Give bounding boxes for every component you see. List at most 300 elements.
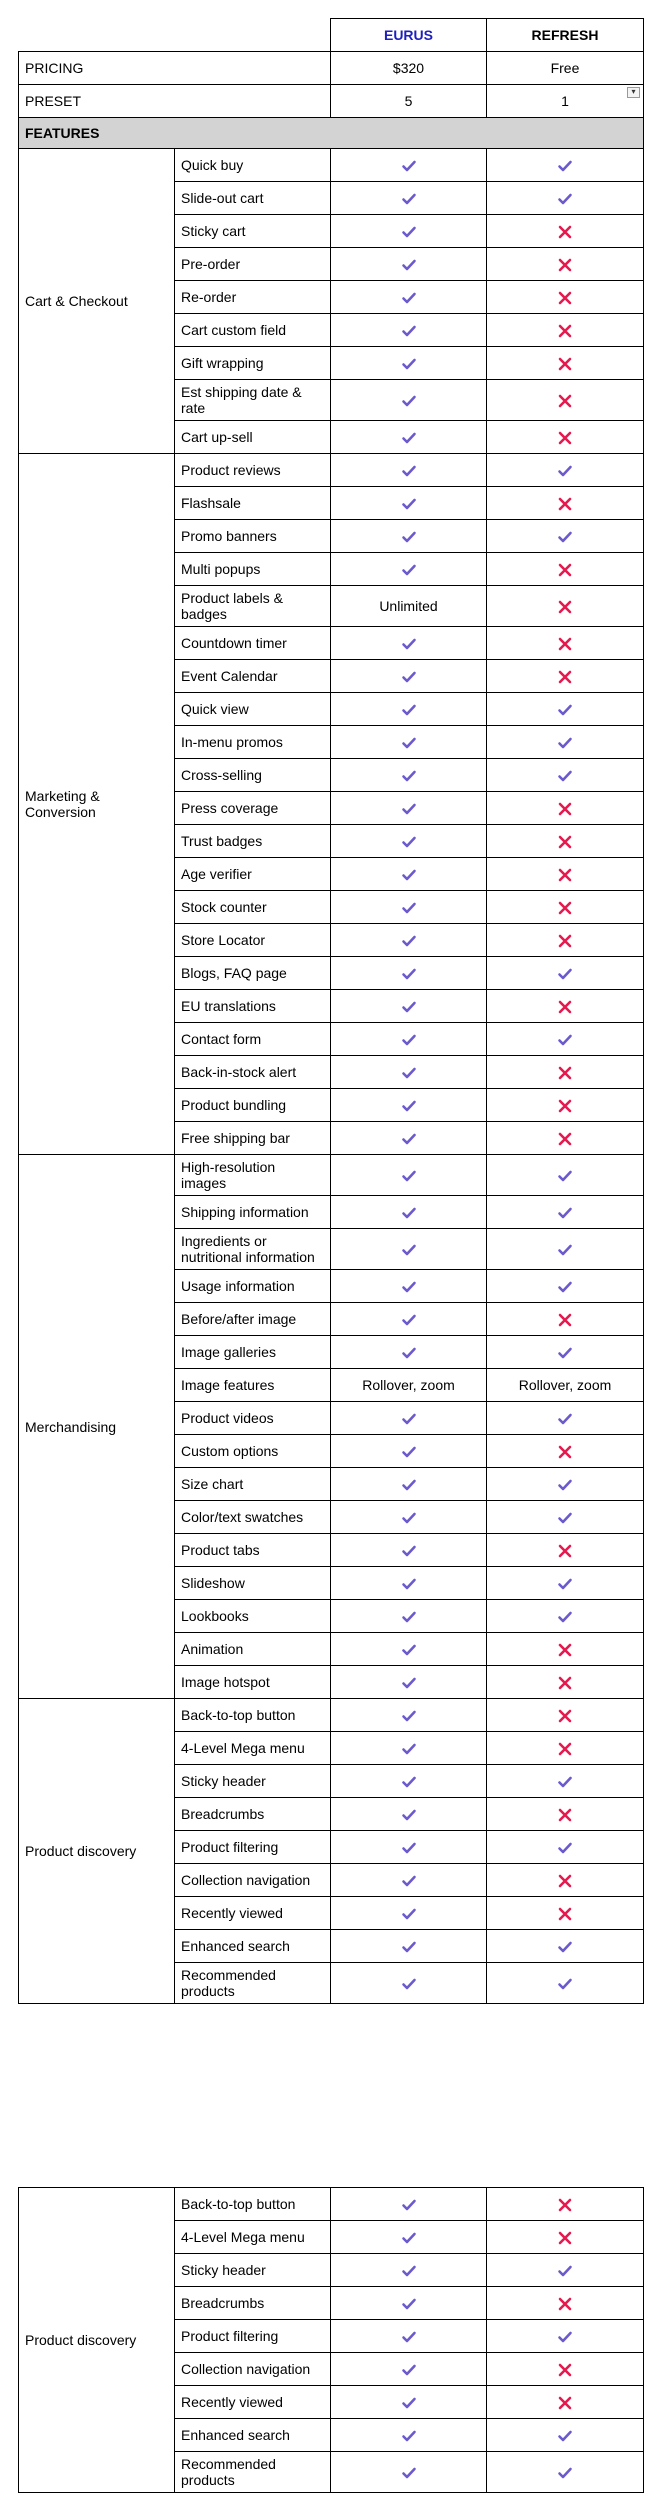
check-icon [401,1510,417,1526]
feature-label: Usage information [175,1270,331,1303]
feature-label: Enhanced search [175,1930,331,1963]
feature-label: Stock counter [175,891,331,924]
feature-label: Blogs, FAQ page [175,957,331,990]
feature-label: Est shipping date & rate [175,380,331,421]
check-icon [557,529,573,545]
refresh-check-cell [487,1831,644,1864]
refresh-check-cell [487,454,644,487]
cross-icon [557,562,573,578]
eurus-check-cell [331,380,487,421]
cross-icon [557,356,573,372]
check-icon [401,1205,417,1221]
refresh-cross-cell [487,215,644,248]
feature-label: Slideshow [175,1567,331,1600]
feature-label: Size chart [175,1468,331,1501]
eurus-check-cell [331,1798,487,1831]
refresh-cross-cell [487,1732,644,1765]
check-icon [557,1477,573,1493]
check-icon [557,735,573,751]
feature-label: Product tabs [175,1534,331,1567]
feature-label: EU translations [175,990,331,1023]
check-icon [401,1708,417,1724]
check-icon [401,1032,417,1048]
cross-icon [557,2296,573,2312]
cross-icon [557,2230,573,2246]
check-icon [401,1976,417,1992]
feature-label: Recently viewed [175,1897,331,1930]
column-header-row [19,19,644,52]
eurus-check-cell [331,248,487,281]
pricing-refresh: Free [487,52,644,85]
check-icon [401,463,417,479]
refresh-cross-cell [487,347,644,380]
check-icon [401,2362,417,2378]
feature-label: Store Locator [175,924,331,957]
refresh-value: Rollover, zoom [487,1369,644,1402]
eurus-check-cell [331,1897,487,1930]
check-icon [557,2329,573,2345]
check-icon [401,1543,417,1559]
cross-icon [557,257,573,273]
cross-icon [557,2395,573,2411]
refresh-check-cell [487,726,644,759]
refresh-cross-cell [487,792,644,825]
check-icon [557,1840,573,1856]
feature-label: Gift wrapping [175,347,331,380]
check-icon [401,224,417,240]
eurus-check-cell [331,759,487,792]
check-icon [401,768,417,784]
check-icon [557,768,573,784]
feature-label: Flashsale [175,487,331,520]
check-icon [557,2428,573,2444]
feature-label: Color/text swatches [175,1501,331,1534]
feature-label: Collection navigation [175,1864,331,1897]
feature-label: Back-to-top button [175,1699,331,1732]
check-icon [557,158,573,174]
category-label: Marketing & Conversion [19,454,175,1155]
comparison-table [18,18,644,2004]
check-icon [401,669,417,685]
refresh-check-cell [487,1155,644,1196]
check-icon [401,356,417,372]
eurus-check-cell [331,1864,487,1897]
feature-label: Quick buy [175,149,331,182]
pricing-eurus: $320 [331,52,487,85]
feature-label: Ingredients or nutritional information [175,1229,331,1270]
eurus-check-cell [331,215,487,248]
refresh-cross-cell [487,1435,644,1468]
check-icon [401,1906,417,1922]
check-icon [401,1807,417,1823]
feature-label: Recently viewed [175,2386,331,2419]
feature-label: Custom options [175,1435,331,1468]
eurus-check-cell [331,347,487,380]
check-icon [401,1279,417,1295]
refresh-check-cell [487,1229,644,1270]
eurus-check-cell [331,627,487,660]
check-icon [401,735,417,751]
eurus-check-cell [331,1765,487,1798]
category-label: Merchandising [19,1155,175,1699]
feature-label: Product reviews [175,454,331,487]
feature-label: Back-to-top button [175,2188,331,2221]
check-icon [557,1032,573,1048]
feature-label: Image galleries [175,1336,331,1369]
refresh-check-cell [487,1765,644,1798]
eurus-check-cell [331,1270,487,1303]
check-icon [401,1345,417,1361]
feature-label: Event Calendar [175,660,331,693]
refresh-cross-cell [487,2386,644,2419]
check-icon [401,2296,417,2312]
feature-row [19,454,644,487]
feature-label: Pre-order [175,248,331,281]
cross-icon [557,2362,573,2378]
refresh-cross-cell [487,314,644,347]
eurus-check-cell [331,1402,487,1435]
cross-icon [557,669,573,685]
cross-icon [557,1131,573,1147]
features-header-row [19,118,644,149]
eurus-check-cell [331,1023,487,1056]
check-icon [401,323,417,339]
check-icon [557,2263,573,2279]
feature-label: Product videos [175,1402,331,1435]
cross-icon [557,933,573,949]
refresh-check-cell [487,1930,644,1963]
check-icon [401,999,417,1015]
feature-label: Sticky cart [175,215,331,248]
check-icon [401,933,417,949]
check-icon [401,1098,417,1114]
pricing-label: PRICING [19,52,331,85]
feature-row [19,149,644,182]
eurus-check-cell [331,1600,487,1633]
refresh-cross-cell [487,627,644,660]
eurus-check-cell [331,693,487,726]
eurus-value: Unlimited [331,586,487,627]
refresh-cross-cell [487,586,644,627]
refresh-cross-cell [487,248,644,281]
check-icon [401,496,417,512]
check-icon [557,1510,573,1526]
check-icon [557,1774,573,1790]
refresh-cross-cell [487,1056,644,1089]
check-icon [401,1675,417,1691]
feature-label: Contact form [175,1023,331,1056]
category-label: Cart & Checkout [19,149,175,454]
check-icon [401,2230,417,2246]
check-icon [557,1242,573,1258]
check-icon [401,1609,417,1625]
refresh-check-cell [487,182,644,215]
check-icon [401,2263,417,2279]
cross-icon [557,999,573,1015]
refresh-cross-cell [487,825,644,858]
cross-icon [557,834,573,850]
preset-label: PRESET [19,85,331,118]
refresh-cross-cell [487,891,644,924]
column-header-refresh: REFRESH [487,19,644,52]
header-spacer [19,19,331,52]
check-icon [557,1939,573,1955]
feature-label: Slide-out cart [175,182,331,215]
eurus-check-cell [331,1089,487,1122]
refresh-cross-cell [487,990,644,1023]
cross-icon [557,290,573,306]
check-icon [401,430,417,446]
feature-label: Product filtering [175,2320,331,2353]
refresh-cross-cell [487,1897,644,1930]
eurus-check-cell [331,2254,487,2287]
check-icon [401,1873,417,1889]
cross-icon [557,224,573,240]
eurus-check-cell [331,1831,487,1864]
cross-icon [557,323,573,339]
feature-row [19,2188,644,2221]
refresh-check-cell [487,1336,644,1369]
feature-label: Product bundling [175,1089,331,1122]
check-icon [401,966,417,982]
cross-icon [557,1807,573,1823]
refresh-cross-cell [487,2188,644,2221]
feature-label: Shipping information [175,1196,331,1229]
check-icon [557,1976,573,1992]
refresh-check-cell [487,2254,644,2287]
eurus-check-cell [331,990,487,1023]
check-icon [557,1576,573,1592]
eurus-check-cell [331,421,487,454]
feature-label: Press coverage [175,792,331,825]
check-icon [401,2465,417,2481]
eurus-check-cell [331,1567,487,1600]
feature-row [19,1155,644,1196]
check-icon [401,1411,417,1427]
refresh-cross-cell [487,487,644,520]
eurus-check-cell [331,487,487,520]
refresh-check-cell [487,2320,644,2353]
eurus-check-cell [331,553,487,586]
eurus-check-cell [331,825,487,858]
check-icon [401,393,417,409]
refresh-cross-cell [487,2353,644,2386]
check-icon [401,1242,417,1258]
feature-label: Image features [175,1369,331,1402]
check-icon [401,2395,417,2411]
check-icon [557,1205,573,1221]
eurus-check-cell [331,149,487,182]
cross-icon [557,1906,573,1922]
eurus-check-cell [331,957,487,990]
refresh-cross-cell [487,2287,644,2320]
refresh-check-cell [487,1600,644,1633]
eurus-check-cell [331,1336,487,1369]
check-icon [401,636,417,652]
check-icon [557,2465,573,2481]
feature-label: Sticky header [175,2254,331,2287]
refresh-cross-cell [487,1798,644,1831]
feature-label: Sticky header [175,1765,331,1798]
pricing-row [19,52,644,85]
check-icon [401,290,417,306]
feature-label: Free shipping bar [175,1122,331,1155]
eurus-check-cell [331,520,487,553]
eurus-check-cell [331,1122,487,1155]
check-icon [401,1939,417,1955]
check-icon [401,191,417,207]
refresh-cross-cell [487,1534,644,1567]
cross-icon [557,636,573,652]
check-icon [401,529,417,545]
preset-row [19,85,644,118]
check-icon [401,257,417,273]
feature-label: Back-in-stock alert [175,1056,331,1089]
eurus-check-cell [331,454,487,487]
cross-icon [557,900,573,916]
check-icon [557,1279,573,1295]
feature-label: Animation [175,1633,331,1666]
refresh-cross-cell [487,660,644,693]
eurus-check-cell [331,891,487,924]
eurus-check-cell [331,2353,487,2386]
cross-icon [557,1873,573,1889]
cross-icon [557,1675,573,1691]
eurus-check-cell [331,281,487,314]
check-icon [557,463,573,479]
check-icon [401,1168,417,1184]
eurus-check-cell [331,1229,487,1270]
refresh-check-cell [487,1567,644,1600]
feature-label: Trust badges [175,825,331,858]
cross-icon [557,1543,573,1559]
check-icon [401,834,417,850]
refresh-check-cell [487,520,644,553]
refresh-cross-cell [487,2221,644,2254]
eurus-check-cell [331,2320,487,2353]
check-icon [401,1477,417,1493]
eurus-check-cell [331,1468,487,1501]
eurus-check-cell [331,1963,487,2004]
check-icon [401,1642,417,1658]
cross-icon [557,1642,573,1658]
check-icon [557,1168,573,1184]
feature-label: Re-order [175,281,331,314]
preset-eurus: 5 [331,85,487,118]
category-label: Product discovery [19,2188,175,2493]
cross-icon [557,1065,573,1081]
feature-label: 4-Level Mega menu [175,1732,331,1765]
feature-label: In-menu promos [175,726,331,759]
refresh-check-cell [487,1023,644,1056]
check-icon [557,702,573,718]
check-icon [401,1065,417,1081]
cross-icon [557,1741,573,1757]
refresh-check-cell [487,2452,644,2493]
cross-icon [557,393,573,409]
check-icon [401,1840,417,1856]
cross-icon [557,599,573,615]
feature-label: Product labels & badges [175,586,331,627]
feature-label: Breadcrumbs [175,2287,331,2320]
eurus-check-cell [331,182,487,215]
chevron-down-icon[interactable]: ▾ [627,87,640,98]
feature-label: Lookbooks [175,1600,331,1633]
check-icon [557,191,573,207]
refresh-cross-cell [487,380,644,421]
eurus-check-cell [331,2452,487,2493]
eurus-check-cell [331,2188,487,2221]
preset-refresh: 1 [561,93,569,109]
eurus-check-cell [331,2419,487,2452]
feature-label: Cart up-sell [175,421,331,454]
check-icon [401,1444,417,1460]
eurus-check-cell [331,726,487,759]
feature-row [19,1699,644,1732]
cross-icon [557,2197,573,2213]
eurus-check-cell [331,1732,487,1765]
check-icon [401,801,417,817]
features-header: FEATURES [19,118,644,149]
check-icon [401,1131,417,1147]
check-icon [401,562,417,578]
eurus-check-cell [331,1155,487,1196]
eurus-check-cell [331,314,487,347]
refresh-cross-cell [487,1699,644,1732]
eurus-check-cell [331,1196,487,1229]
feature-label: Countdown timer [175,627,331,660]
eurus-check-cell [331,858,487,891]
cross-icon [557,801,573,817]
feature-label: Breadcrumbs [175,1798,331,1831]
eurus-check-cell [331,1303,487,1336]
eurus-check-cell [331,1534,487,1567]
refresh-check-cell [487,1963,644,2004]
feature-label: Recommended products [175,2452,331,2493]
refresh-cross-cell [487,858,644,891]
feature-label: Collection navigation [175,2353,331,2386]
feature-label: Enhanced search [175,2419,331,2452]
check-icon [401,1741,417,1757]
eurus-check-cell [331,792,487,825]
refresh-check-cell [487,759,644,792]
cross-icon [557,1444,573,1460]
refresh-cross-cell [487,1864,644,1897]
refresh-check-cell [487,1468,644,1501]
check-icon [401,1774,417,1790]
refresh-cross-cell [487,1633,644,1666]
check-icon [557,966,573,982]
eurus-check-cell [331,1930,487,1963]
refresh-check-cell [487,1402,644,1435]
category-label: Product discovery [19,1699,175,2004]
cross-icon [557,496,573,512]
check-icon [401,2428,417,2444]
check-icon [557,1345,573,1361]
refresh-cross-cell [487,553,644,586]
refresh-check-cell [487,149,644,182]
refresh-cross-cell [487,1303,644,1336]
comparison-table-repeat [18,2187,644,2493]
cross-icon [557,867,573,883]
check-icon [401,158,417,174]
cross-icon [557,1098,573,1114]
eurus-check-cell [331,1699,487,1732]
check-icon [401,1576,417,1592]
feature-label: Recommended products [175,1963,331,2004]
feature-label: 4-Level Mega menu [175,2221,331,2254]
refresh-cross-cell [487,1122,644,1155]
